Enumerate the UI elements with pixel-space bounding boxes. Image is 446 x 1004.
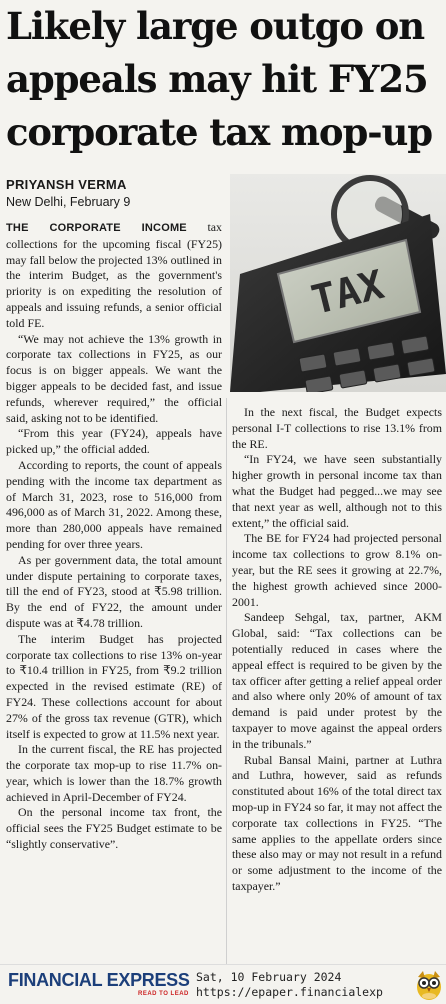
owl-icon xyxy=(414,969,444,1001)
article-paragraph: In the next fiscal, the Budget expects personal I-T collections to rise 13.1% from the RE. xyxy=(232,405,442,451)
article-paragraph: According to reports, the count of appeals pending with the income tax department as of March 31, 2023, rose to 516,000 from 496,000 as of March 31, 2022. Among these, more than 280,000 appeals have remained pending for over three years. xyxy=(6,457,222,551)
calculator-illustration xyxy=(230,174,446,392)
headline-line: appeals may hit FY25 xyxy=(6,57,428,101)
article-paragraph: Rubal Bansal Maini, partner at Luthra and Luthra, however, said as refunds constituted about 16% of the total direct tax mop-up in FY24 so far, it may not affect the corporate tax collections in FY25. “The same applies to the appellate orders since these also may or may not result in a refund or some adjustment to the income of the taxpayer.” xyxy=(232,752,442,893)
article-column-2 xyxy=(232,405,442,895)
epaper-footer xyxy=(0,964,446,1004)
article-lead-in: THE CORPORATE INCOME xyxy=(6,222,187,234)
headline-line: Likely large outgo on xyxy=(6,4,425,48)
article-paragraph: As per government data, the total amount under dispute pertaining to corporate taxes, till the end of FY23, stood at ₹5.98 trillion. By the end of FY22, the amount under dispute was at ₹4.78 trillion. xyxy=(6,552,222,630)
article-paragraph: Sandeep Sehgal, tax, partner, AKM Global, said: “Tax collections can be potentially reduced in cases where the appeal effect is required to be given by the tax officer after getting a relief appeal order and also where only 20% of amount of tax demand is paid under protest by the taxpayer to move against the appeal orders in the tribunals.” xyxy=(232,610,442,751)
brand-tagline: READ TO LEAD xyxy=(138,991,189,997)
article-paragraph: The BE for FY24 had projected personal income tax collections to grow 8.1% on-year, but the RE sees it growing at 22.7%, the highest growth achieved since 2000-2001. xyxy=(232,531,442,609)
article-paragraph: “From this year (FY24), appeals have picked up,” the official added. xyxy=(6,426,222,457)
edition-stamp xyxy=(196,970,410,1000)
article-column-1 xyxy=(6,220,222,853)
article-paragraph: “In FY24, we have seen substantially higher growth in personal income tax than what the Budget had pegged...we may see that next year as well, although not to this extent,” the official said. xyxy=(232,452,442,530)
article-paragraph: On the personal income tax front, the official sees the FY25 Budget estimate to be “slightly conservative”. xyxy=(6,805,222,852)
article-paragraph-text: tax collections for the upcoming fiscal (FY25) may fall below the projected 13% outlined in the interim Budget, as the government's priority is on expediting the resolution of appeals and issuing refunds, a senior official told FE. xyxy=(6,220,222,330)
calculator-photo xyxy=(230,174,446,392)
headline-line: corporate tax mop-up xyxy=(6,110,433,154)
dateline: New Delhi, February 9 xyxy=(6,195,131,209)
brand-name: FINANCIAL EXPRESS xyxy=(8,970,190,990)
brand-logo[interactable] xyxy=(8,970,190,998)
byline xyxy=(6,176,130,211)
headline xyxy=(6,0,442,159)
author-name: PRIYANSH VERMA xyxy=(6,177,127,192)
column-divider xyxy=(226,398,227,964)
display-text: TAX xyxy=(307,261,389,325)
article-paragraph: “We may not achieve the 13% growth in corporate tax collections in FY25, as our focus is on bigger appeals. We want the bigger appeals to be decided fast, and issue refunds, wherever required,” the official said, asking not to be identified. xyxy=(6,331,222,425)
epaper-url[interactable]: https://epaper.financialexp xyxy=(196,985,383,999)
article-paragraph: In the current fiscal, the RE has projected the corporate tax mop-up to rise 11.7% on-year, which is lower than the 18.7% growth achieved in April-December of FY24. xyxy=(6,742,222,804)
article-paragraph xyxy=(6,220,222,332)
article-paragraph: The interim Budget has projected corporate tax collections to rise 13% on-year to ₹10.4 trillion in FY25, from ₹9.2 trillion expected in the revised estimate (RE) of FY24. These collections account for about 27% of the gross tax revenue (GTR), which itself is expected to grow at 11.5% next year. xyxy=(6,631,222,741)
edition-date: Sat, 10 February 2024 xyxy=(196,970,342,984)
